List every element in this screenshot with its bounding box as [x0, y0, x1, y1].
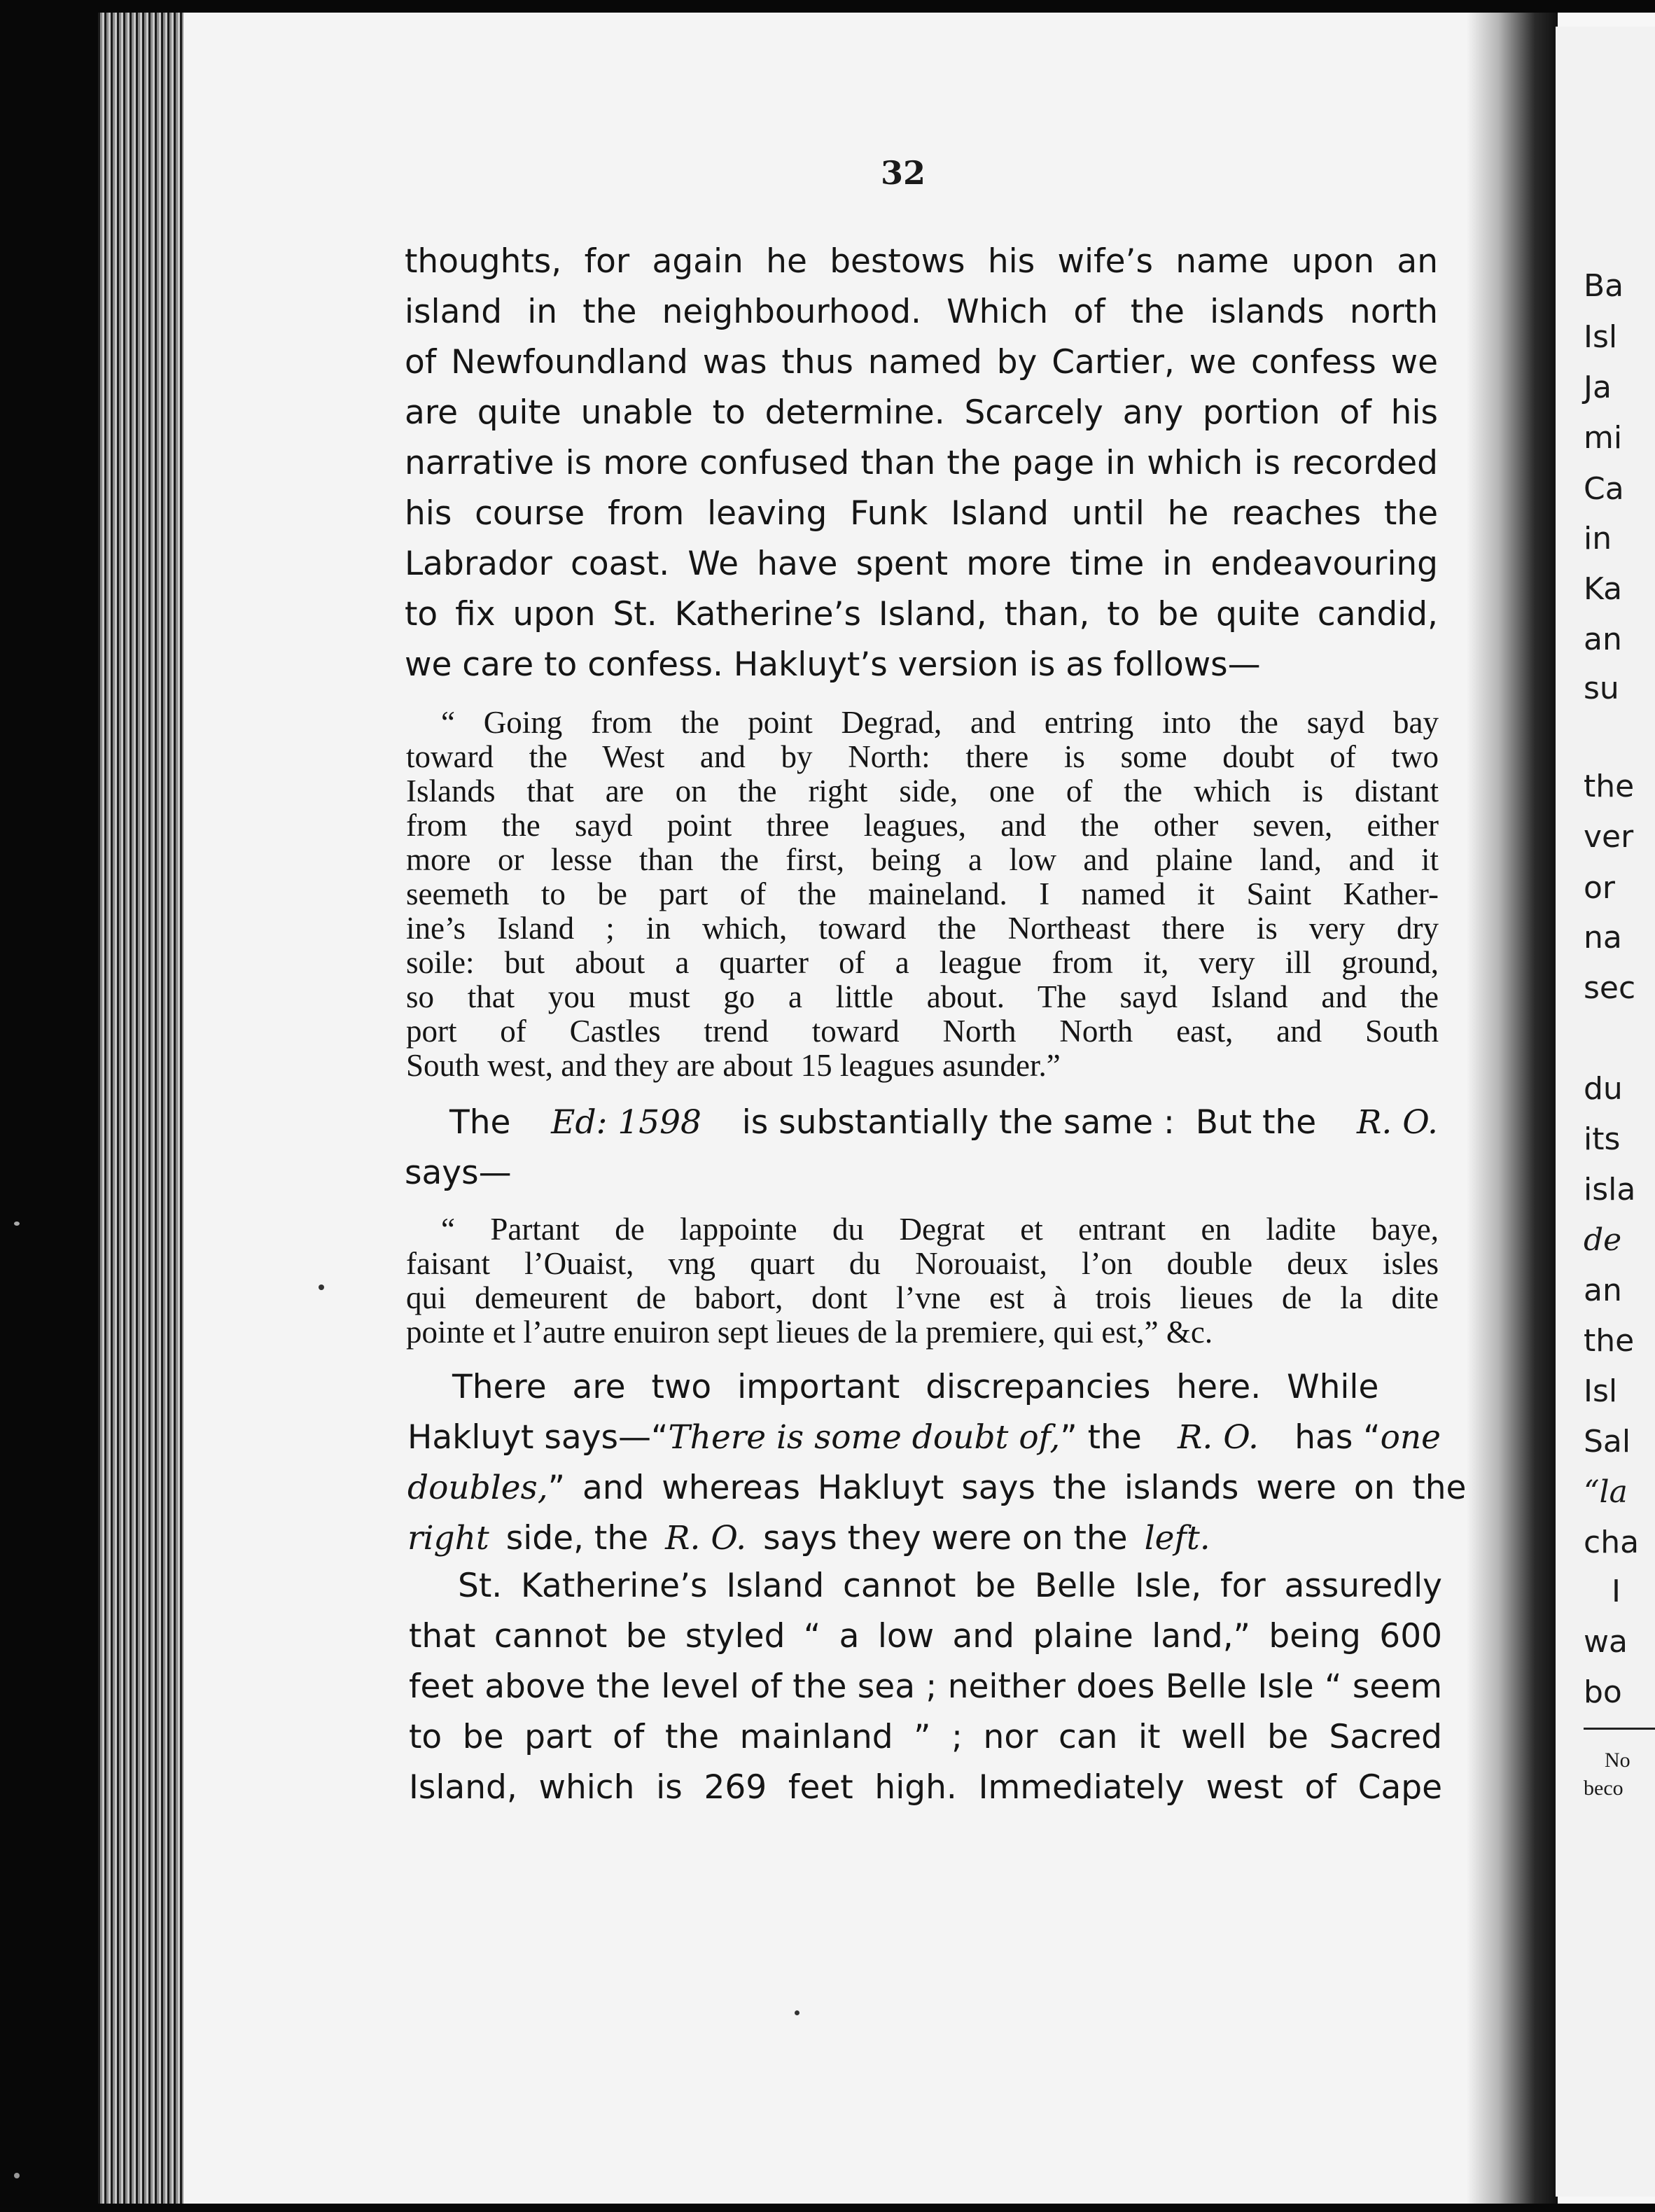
fragment-line: an	[1584, 622, 1622, 657]
text-fragment: ” the	[1060, 1418, 1142, 1457]
quote-line: more or lesse than the first, being a low and plaine land, and it	[406, 842, 1439, 877]
text-line	[407, 1413, 1441, 1463]
right-book-page-fragment	[1556, 27, 1655, 2197]
text-line: to be part of the mainland ” ; nor can it well be Sacred	[409, 1718, 1442, 1756]
text-fragment	[407, 1413, 1142, 1463]
scan-speck	[14, 1222, 20, 1226]
italic-right: right	[407, 1519, 489, 1558]
quote-line: port of Castles trend toward North North east, and South	[406, 1014, 1439, 1049]
text-line: are quite unable to determine. Scarcely any portion of his	[405, 393, 1438, 432]
quote-line: “ Partant de lappointe du Degrat et entrant en ladite baye,	[441, 1212, 1439, 1247]
text-line: his course from leaving Funk Island until he reaches the	[405, 494, 1438, 533]
scan-speck	[319, 1284, 324, 1290]
quote-line: toward the West and by North: there is some doubt of two	[406, 739, 1439, 774]
fragment-line: “la	[1584, 1474, 1628, 1510]
fragment-line: su	[1584, 671, 1619, 706]
quote-line: seemeth to be part of the maineland. I named it Saint Kather-	[406, 876, 1439, 911]
italic-doubles: doubles,	[407, 1469, 548, 1507]
quote-line: so that you must go a little about. The sayd Island and the	[406, 979, 1439, 1014]
scan-speck	[795, 2010, 799, 2015]
fragment-line: in	[1584, 521, 1612, 556]
text-line	[405, 1148, 1438, 1198]
fragment-line: Ca	[1584, 471, 1624, 507]
fragment-line: Ka	[1584, 571, 1623, 607]
fragment-line: sec	[1584, 970, 1636, 1006]
fragment-line: isla	[1584, 1172, 1636, 1208]
text-line: feet above the level of the sea ; neither does Belle Isle “ seem	[409, 1667, 1442, 1706]
book-page-edges	[98, 0, 193, 2212]
text-line	[407, 1463, 1467, 1513]
italic-r-o: R. O.	[1178, 1418, 1259, 1457]
quote-hakluyt	[406, 706, 1439, 1083]
text-line: to fix upon St. Katherine’s Island, than, to be quite candid,	[405, 595, 1438, 634]
text-fragment: ” and whereas Hakluyt says the islands were on the	[547, 1469, 1467, 1507]
fragment-line: du	[1584, 1071, 1623, 1107]
scan-border-top	[98, 0, 1655, 13]
text-line: of Newfoundland was thus named by Cartier, we confess we	[405, 343, 1438, 382]
quote-line: soile: but about a quarter of a league from it, very ill ground,	[406, 945, 1439, 980]
scan-border-bottom	[98, 2204, 1655, 2212]
fragment-line: cha	[1584, 1525, 1640, 1560]
fragment-line: Isl	[1584, 319, 1618, 355]
fragment-line: its	[1584, 1121, 1621, 1157]
fragment-line: de	[1584, 1222, 1622, 1258]
paragraph-intro	[405, 237, 1438, 690]
quote-line: faisant l’Ouaist, vng quart du Norouaist, l’on double deux isles	[406, 1246, 1439, 1281]
fragment-line: bo	[1584, 1674, 1622, 1710]
quote-r-o-french	[406, 1212, 1439, 1350]
fragment-line: I	[1612, 1574, 1621, 1609]
paragraph-belle-isle	[409, 1561, 1442, 1813]
text-line: narrative is more confused than the page in which is recorded	[405, 444, 1438, 482]
quote-line: pointe et l’autre enuiron sept lieues de la premiere, qui est,” &c.	[406, 1315, 1213, 1350]
footnote-rule	[1584, 1728, 1655, 1730]
text-line	[405, 1098, 1438, 1148]
italic-left: left.	[1144, 1519, 1210, 1558]
text-fragment: has “	[1294, 1418, 1381, 1457]
fragment-line: Ja	[1584, 370, 1612, 405]
fragment-line: Sal	[1584, 1424, 1631, 1460]
fragment-line: Isl	[1584, 1373, 1618, 1409]
italic-one: one	[1380, 1418, 1441, 1457]
text-line: we care to confess. Hakluyt’s version is as follows—	[405, 645, 1261, 684]
fragment-line: the	[1584, 1323, 1635, 1359]
fragment-line: wa	[1584, 1624, 1628, 1660]
quote-line: “ Going from the point Degrad, and entring into the sayd bay	[441, 705, 1439, 740]
text-fragment: Hakluyt says—“	[407, 1418, 669, 1457]
fragment-line: or	[1584, 870, 1616, 906]
text-line: thoughts, for again he bestows his wife’s name upon an	[405, 242, 1438, 281]
paragraph-ed-1598	[405, 1098, 1438, 1198]
book-gutter-shadow	[1467, 13, 1558, 2204]
scan-border-left	[0, 0, 98, 2212]
paragraph-discrepancies	[407, 1362, 1467, 1564]
italic-there-is-some-doubt: There is some doubt of,	[668, 1418, 1061, 1457]
text-fragment	[1294, 1413, 1441, 1463]
fragment-line: an	[1584, 1273, 1622, 1308]
italic-r-o: R. O.	[1356, 1103, 1438, 1142]
text-line: island in the neighbourhood. Which of the islands north	[405, 293, 1438, 331]
fragment-line: Ba	[1584, 268, 1624, 304]
text-fragment: is substantially the same : But the	[741, 1103, 1317, 1142]
text-line: that cannot be styled “ a low and plaine land,” being 600	[409, 1617, 1442, 1656]
quote-line: from the sayd point three leagues, and the other seven, either	[406, 808, 1439, 843]
fragment-line: ver	[1584, 819, 1634, 855]
text-line: St. Katherine’s Island cannot be Belle Isle, for assuredly	[458, 1567, 1442, 1605]
fragment-line: na	[1584, 920, 1622, 955]
scan-speck	[14, 2173, 20, 2178]
fragment-line: No	[1605, 1749, 1630, 1772]
text-fragment: The	[449, 1103, 511, 1142]
text-line: Labrador coast. We have spent more time in endeavouring	[405, 545, 1438, 583]
text-line: Island, which is 269 feet high. Immediately west of Cape	[409, 1768, 1442, 1807]
quote-line: ine’s Island ; in which, toward the Northeast there is very dry	[406, 911, 1439, 946]
quote-line: qui demeurent de babort, dont l’vne est à trois lieues de la dite	[406, 1280, 1439, 1315]
text-fragment: says—	[405, 1154, 512, 1192]
text-line	[407, 1362, 1441, 1413]
fragment-line: beco	[1584, 1777, 1623, 1800]
text-fragment: There are two important discrepancies here. While	[452, 1368, 1379, 1406]
text-line	[407, 1513, 1441, 1564]
text-fragment: says they were on the	[763, 1519, 1128, 1558]
italic-r-o: R. O.	[665, 1519, 747, 1558]
quote-line: Islands that are on the right side, one of the which is distant	[406, 774, 1439, 808]
italic-ed-1598: Ed: 1598	[551, 1103, 701, 1142]
text-fragment: side, the	[505, 1519, 649, 1558]
page-number: 32	[880, 154, 926, 192]
quote-line: South west, and they are about 15 leagues asunder.”	[406, 1048, 1061, 1083]
fragment-line: mi	[1584, 420, 1623, 456]
fragment-line: the	[1584, 769, 1635, 804]
